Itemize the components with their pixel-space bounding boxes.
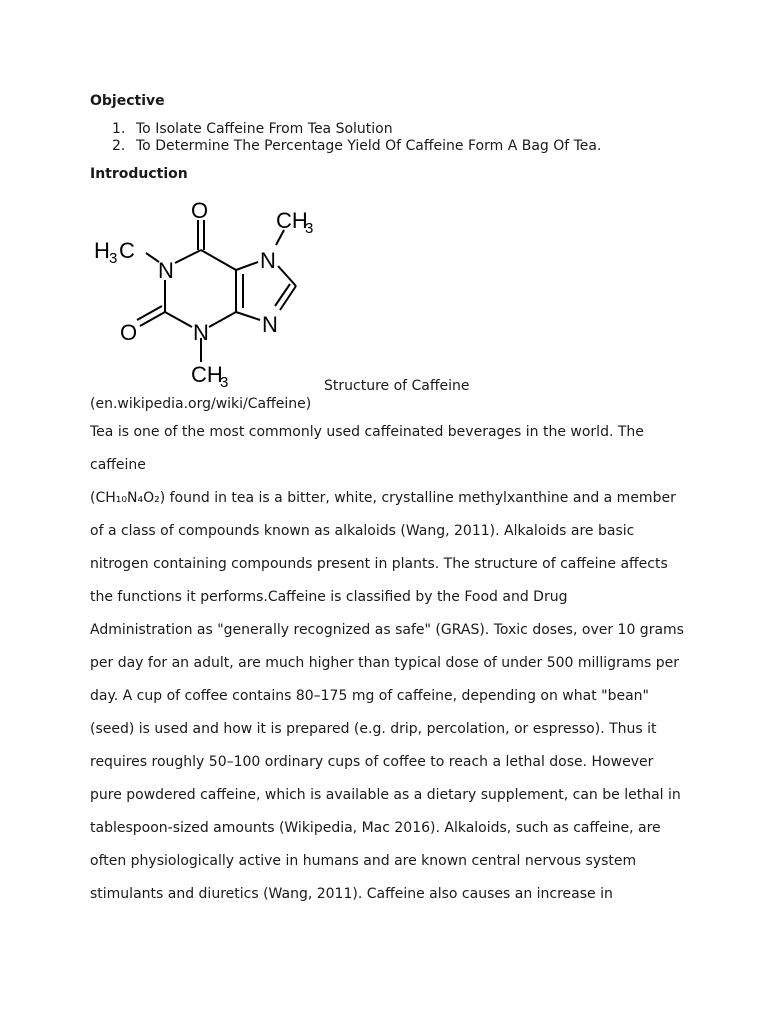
introduction-body xyxy=(90,416,690,911)
body-line: pure powdered caffeine, which is available as a dietary supplement, can be lethal in xyxy=(90,787,681,803)
objective-item xyxy=(112,121,601,138)
body-line: (CH₁₀N₄O₂) found in tea is a bitter, white, crystalline methylxanthine and a member xyxy=(90,490,676,506)
atom-subscript: 3 xyxy=(220,374,229,390)
body-line: (seed) is used and how it is prepared (e.g. drip, percolation, or espresso). Thus it xyxy=(90,721,657,737)
atom-label: O xyxy=(120,320,138,345)
objective-list xyxy=(112,121,601,155)
atom-label: CH xyxy=(276,208,308,233)
atom-subscript: 3 xyxy=(305,220,314,237)
objective-item-text: To Determine The Percentage Yield Of Caffeine Form A Bag Of Tea. xyxy=(136,138,602,154)
body-line: caffeine xyxy=(90,457,146,473)
atom-subscript: 3 xyxy=(109,250,118,267)
body-line: Tea is one of the most commonly used caffeinated beverages in the world. The xyxy=(90,424,644,440)
body-line: Administration as "generally recognized as safe" (GRAS). Toxic doses, over 10 grams xyxy=(90,622,684,638)
body-line: requires roughly 50–100 ordinary cups of coffee to reach a lethal dose. However xyxy=(90,754,654,770)
atom-label: N xyxy=(260,248,276,273)
body-line: day. A cup of coffee contains 80–175 mg of caffeine, depending on what "bean" xyxy=(90,688,649,704)
body-line: tablespoon-sized amounts (Wikipedia, Mac 2016). Alkaloids, such as caffeine, are xyxy=(90,820,661,836)
caffeine-structure-diagram xyxy=(88,190,328,390)
atom-label: N xyxy=(193,320,209,345)
objective-item-number: 2. xyxy=(112,138,126,154)
atom-label: N xyxy=(262,312,278,337)
figure-caption: Structure of Caffeine xyxy=(324,378,470,394)
objective-heading: Objective xyxy=(90,93,165,109)
atom-label: C xyxy=(119,238,135,263)
atom-label: N xyxy=(158,258,174,283)
body-line: stimulants and diuretics (Wang, 2011). Caffeine also causes an increase in xyxy=(90,886,613,902)
body-line: often physiologically active in humans and are known central nervous system xyxy=(90,853,637,869)
atom-label: O xyxy=(191,198,209,223)
objective-item xyxy=(112,138,601,155)
molecule-bonds xyxy=(137,220,296,362)
atom-label: H xyxy=(94,238,110,263)
objective-item-number: 1. xyxy=(112,121,126,137)
body-line: of a class of compounds known as alkaloids (Wang, 2011). Alkaloids are basic xyxy=(90,523,635,539)
body-line: nitrogen containing compounds present in plants. The structure of caffeine affects xyxy=(90,556,668,572)
figure-source: (en.wikipedia.org/wiki/Caffeine) xyxy=(90,396,312,412)
atom-label: CH xyxy=(191,362,223,387)
body-line: the functions it performs.Caffeine is classified by the Food and Drug xyxy=(90,589,568,605)
body-line: per day for an adult, are much higher than typical dose of under 500 milligrams per xyxy=(90,655,679,671)
introduction-heading: Introduction xyxy=(90,166,188,182)
objective-item-text: To Isolate Caffeine From Tea Solution xyxy=(136,121,393,137)
